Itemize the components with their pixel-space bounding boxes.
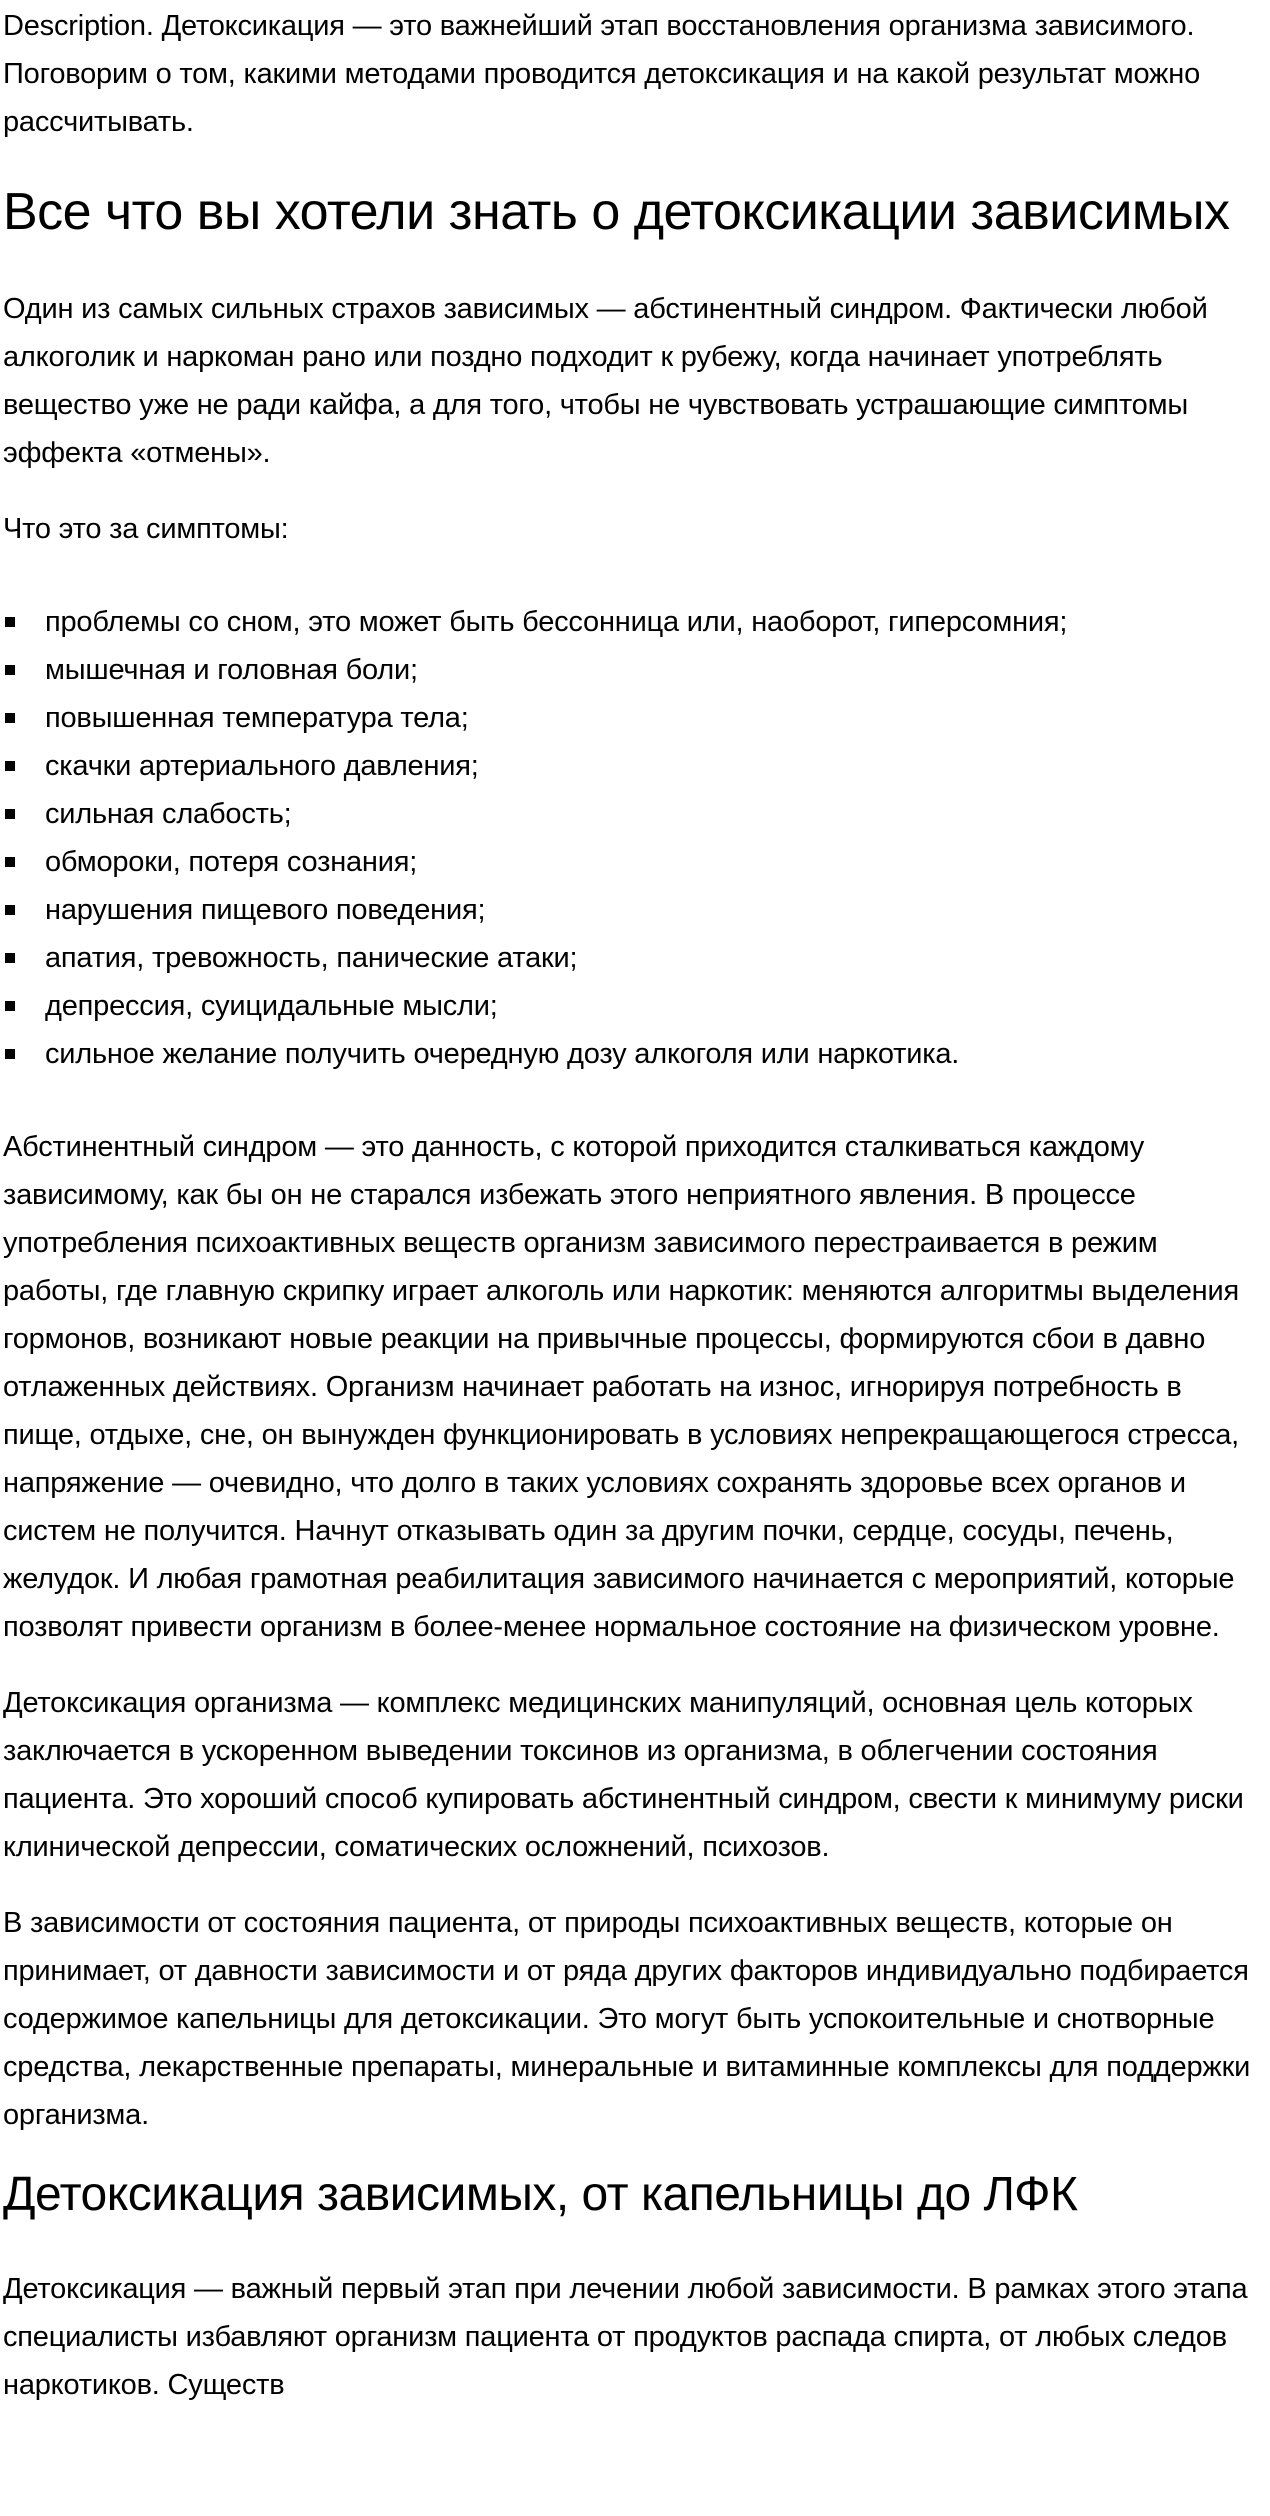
article-content (3, 2, 1254, 2409)
list-item (3, 838, 1254, 886)
list-item (3, 790, 1254, 838)
page-title: Все что вы хотели знать о детоксикации зависимых (3, 183, 1230, 241)
square-bullet-icon (5, 857, 15, 867)
list-item-text: проблемы со сном, это может быть бессонница или, наоборот, гиперсомния; (45, 606, 1068, 638)
square-bullet-icon (5, 665, 15, 675)
list-item (3, 934, 1254, 982)
square-bullet-icon (5, 1001, 15, 1011)
body-paragraph-abstinence: Абстинентный синдром — это данность, с которой приходится сталкиваться каждому зависимому, как бы он не старался избежать этого неприятного явления. В процессе употребления психоактивных веществ организм зависимого перестраивается в режим работы, где главную скрипку играет алкоголь или наркотик: меняются алгоритмы выделения гормонов, возникают новые реакции на привычные процессы, формируются сбои в давно отлаженных действиях. Организм начинает работать на износ, игнорируя потребность в пище, отдыхе, сне, он вынужден функционировать в условиях непрекращающегося стресса, напряжение — очевидно, что долго в таких условиях сохранять здоровье всех органов и систем не получится. Начнут отказывать один за другим почки, сердце, сосуды, печень, желудок. И любая грамотная реабилитация зависимого начинается с мероприятий, которые позволят привести организм в более-менее нормальное состояние на физическом уровне. (3, 1131, 1239, 1643)
list-item-text: депрессия, суицидальные мысли; (45, 990, 498, 1022)
body-paragraph-detox-definition: Детоксикация организма — комплекс медицинских манипуляций, основная цель которых заключается в ускоренном выведении токсинов из организма, в облегчении состояния пациента. Это хороший способ купировать абстинентный синдром, свести к минимуму риски клинической депрессии, соматических осложнений, психозов. (3, 1687, 1244, 1863)
square-bullet-icon (5, 1049, 15, 1059)
list-item (3, 1030, 1254, 1078)
list-item (3, 598, 1254, 646)
square-bullet-icon (5, 713, 15, 723)
square-bullet-icon (5, 617, 15, 627)
list-item-text: сильное желание получить очередную дозу алкоголя или наркотика. (45, 1038, 960, 1070)
list-item (3, 694, 1254, 742)
list-item (3, 742, 1254, 790)
symptoms-list (3, 598, 1254, 1078)
list-item-text: апатия, тревожность, панические атаки; (45, 942, 578, 974)
square-bullet-icon (5, 809, 15, 819)
list-item-text: повышенная температура тела; (45, 702, 469, 734)
symptoms-lead-paragraph: Что это за симптомы: (3, 513, 289, 545)
body-paragraph-final-truncated: Детоксикация — важный первый этап при лечении любой зависимости. В рамках этого этапа специалисты избавляют организм пациента от продуктов распада спирта, от любых следов наркотиков. Существ (3, 2273, 1248, 2401)
list-item (3, 886, 1254, 934)
square-bullet-icon (5, 953, 15, 963)
list-item-text: нарушения пищевого поведения; (45, 894, 486, 926)
section-heading-detox-methods: Детоксикация зависимых, от капельницы до ЛФК (3, 2168, 1078, 2221)
list-item (3, 982, 1254, 1030)
list-item-text: обмороки, потеря сознания; (45, 846, 418, 878)
square-bullet-icon (5, 761, 15, 771)
list-item (3, 646, 1254, 694)
body-paragraph-drip-contents: В зависимости от состояния пациента, от природы психоактивных веществ, которые он принимает, от давности зависимости и от ряда других факторов индивидуально подбирается содержимое капельницы для детоксикации. Это могут быть успокоительные и снотворные средства, лекарственные препараты, минеральные и витаминные комплексы для поддержки организма. (3, 1907, 1251, 2131)
list-item-text: сильная слабость; (45, 798, 292, 830)
list-item-text: мышечная и головная боли; (45, 654, 418, 686)
meta-description-paragraph: Description. Детоксикация — это важнейший этап восстановления организма зависимого. Поговорим о том, какими методами проводится детоксикация и на какой результат можно рассчитывать. (3, 10, 1200, 138)
intro-paragraph: Один из самых сильных страхов зависимых — абстинентный синдром. Фактически любой алкоголик и наркоман рано или поздно подходит к рубежу, когда начинает употреблять вещество уже не ради кайфа, а для того, чтобы не чувствовать устрашающие симптомы эффекта «отмены». (3, 293, 1208, 469)
square-bullet-icon (5, 905, 15, 915)
list-item-text: скачки артериального давления; (45, 750, 479, 782)
